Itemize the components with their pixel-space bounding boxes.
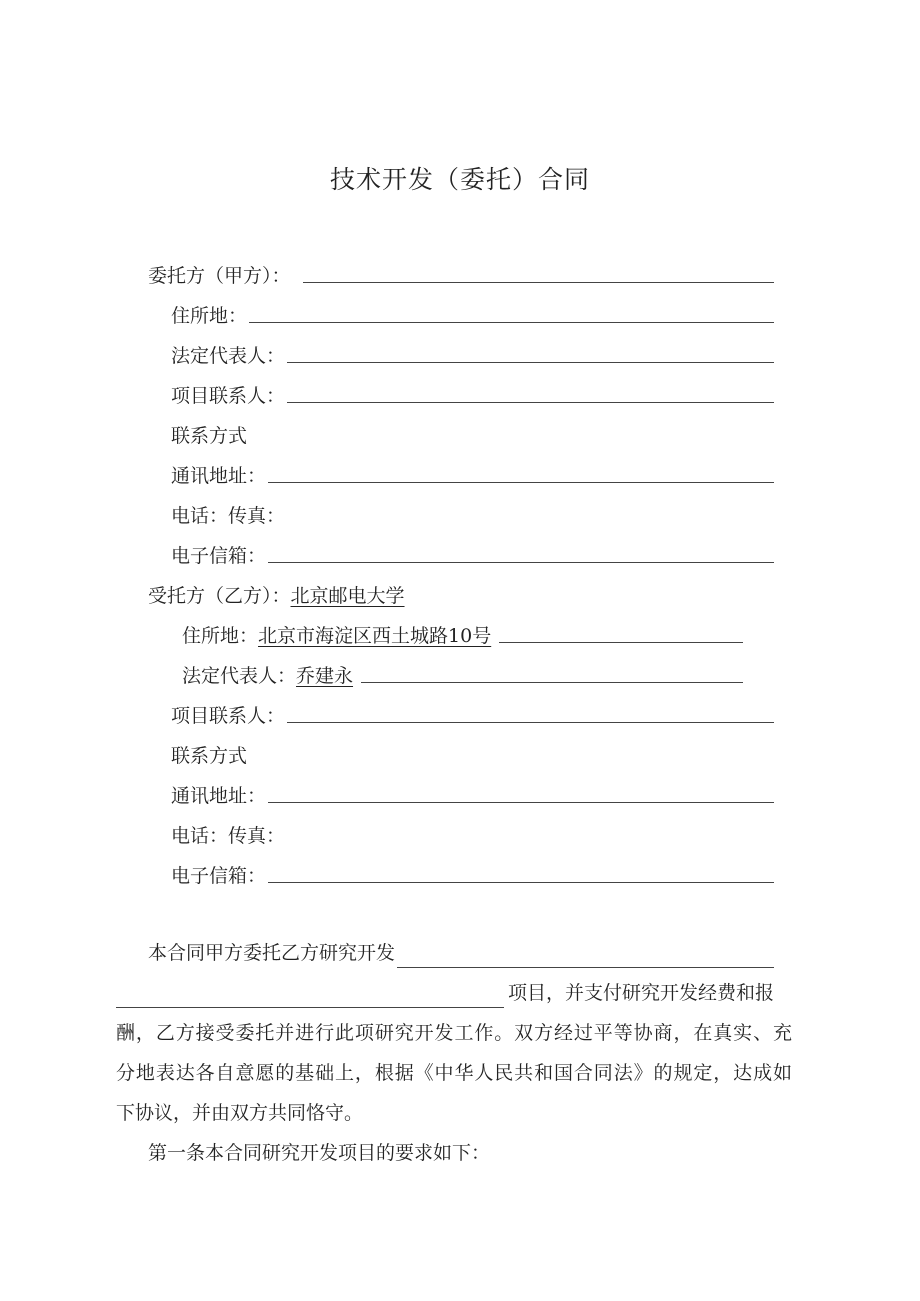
party-a-legal-rep-label: 法定代表人： (171, 345, 286, 367)
preamble-line-2-text: 项目，并支付研究开发经费和报 (508, 982, 775, 1004)
party-a-header-row (148, 258, 774, 288)
party-a-address-row (171, 298, 774, 328)
party-b-contact-method-row (171, 738, 774, 768)
party-a-contact-person-row (171, 378, 774, 408)
document-title: 技术开发（委托）合同 (329, 165, 590, 194)
project-name-blank-2[interactable] (116, 1007, 504, 1008)
party-a-legal-rep-blank[interactable] (287, 362, 774, 363)
party-b-address-row (182, 618, 743, 648)
party-b-mail-address-blank[interactable] (268, 802, 774, 803)
party-b-contact-person-label: 项目联系人： (171, 705, 286, 727)
party-a-phone-fax-row (171, 498, 774, 528)
party-b-contact-method-label: 联系方式 (171, 745, 248, 767)
preamble-line-4: 分地表达各自意愿的基础上，根据《中华人民共和国合同法》的规定，达成如 (116, 1062, 792, 1084)
party-b-legal-rep-row (182, 658, 743, 688)
party-b-email-blank[interactable] (268, 882, 774, 883)
preamble-line-3: 酬，乙方接受委托并进行此项研究开发工作。双方经过平等协商，在真实、充 (116, 1022, 792, 1044)
preamble-line-1 (116, 933, 774, 973)
preamble-line-5: 下协议，并由双方共同恪守。 (116, 1102, 364, 1124)
party-b-legal-rep-blank[interactable] (361, 682, 743, 683)
party-a-name-blank[interactable] (303, 282, 774, 283)
party-a-contact-method-row (171, 418, 774, 448)
party-a-email-label: 电子信箱： (171, 545, 267, 567)
preamble-line-2 (116, 973, 792, 1013)
party-a-email-blank[interactable] (268, 562, 774, 563)
party-a-phone-fax-label: 电话：传真： (171, 505, 286, 527)
party-b-address-blank[interactable] (499, 642, 743, 643)
party-a-mail-address-row (171, 458, 774, 488)
party-a-address-blank[interactable] (249, 322, 774, 323)
party-b-mail-address-row (171, 778, 774, 808)
party-a-legal-rep-row (171, 338, 774, 368)
party-a-contact-person-label: 项目联系人： (171, 385, 286, 407)
party-b-mail-address-label: 通讯地址： (171, 785, 267, 807)
party-b-phone-fax-label: 电话：传真： (171, 825, 286, 847)
party-b-legal-rep-label: 法定代表人： (182, 665, 297, 687)
party-a-contact-person-blank[interactable] (287, 402, 774, 403)
party-a-mail-address-blank[interactable] (268, 482, 774, 483)
party-a-mail-address-label: 通讯地址： (171, 465, 267, 487)
contract-preamble (116, 933, 792, 1173)
party-b-email-label: 电子信箱： (171, 865, 267, 887)
article-1-heading: 第一条本合同研究开发项目的要求如下： (148, 1142, 491, 1164)
party-b-legal-rep-value: 乔建永 (296, 665, 354, 687)
party-b-contact-person-blank[interactable] (287, 722, 774, 723)
party-a-header-label: 委托方（甲方）： (148, 265, 291, 287)
party-b-address-value: 北京市海淀区西土城路10号 (258, 625, 492, 647)
party-b-address-label: 住所地： (182, 625, 259, 647)
party-b-header-row (148, 578, 774, 608)
party-b-contact-person-row (171, 698, 774, 728)
party-b-phone-fax-row (171, 818, 774, 848)
party-b-name-value: 北京邮电大学 (290, 585, 405, 607)
preamble-line-1-text: 本合同甲方委托乙方研究开发 (148, 942, 396, 964)
party-a-email-row (171, 538, 774, 568)
party-a-contact-method-label: 联系方式 (171, 425, 248, 447)
project-name-blank-1[interactable] (397, 967, 774, 968)
party-a-address-label: 住所地： (171, 305, 248, 327)
party-b-header-label: 受托方（乙方）： (148, 585, 291, 607)
party-b-email-row (171, 858, 774, 888)
